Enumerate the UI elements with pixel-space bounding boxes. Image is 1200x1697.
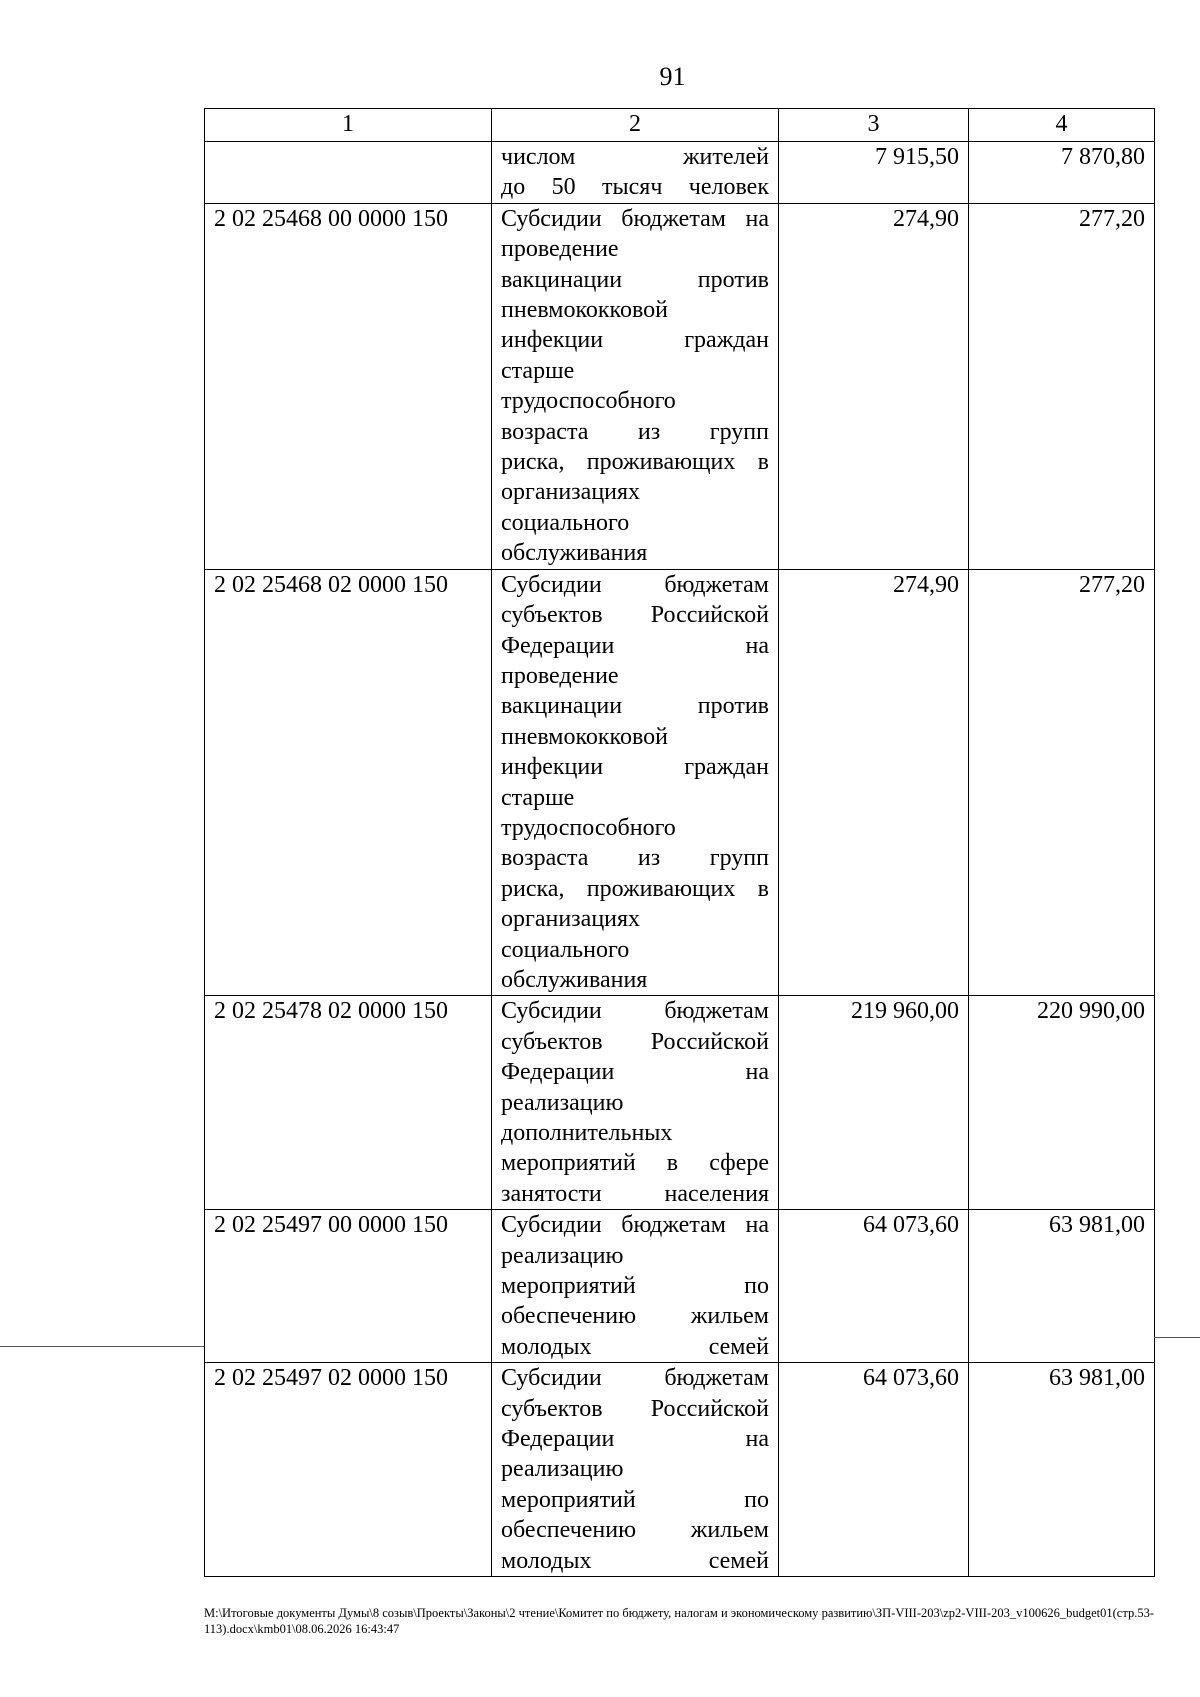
- amount-col4-cell: 277,20: [969, 203, 1155, 569]
- description-line: инфекции граждан: [501, 754, 769, 781]
- description-line: Федерации на: [501, 1426, 769, 1453]
- description-line: риска, проживающих в: [501, 449, 769, 476]
- description-line: Субсидии бюджетам: [501, 998, 769, 1025]
- description-line: проведение: [501, 236, 619, 263]
- description-cell: [492, 1363, 779, 1577]
- table-row: [205, 569, 1155, 996]
- description-line: пневмококковой: [501, 297, 669, 324]
- description-cell: [492, 1210, 779, 1363]
- description-line: трудоспособного: [501, 814, 676, 841]
- description-line: старше: [501, 357, 575, 384]
- description-line: реализацию: [501, 1456, 624, 1483]
- budget-table: [204, 108, 1155, 1577]
- budget-code-cell: 2 02 25497 02 0000 150: [205, 1363, 492, 1577]
- budget-code-cell: 2 02 25468 02 0000 150: [205, 569, 492, 996]
- description-line: социального: [501, 936, 630, 963]
- description-line: реализацию: [501, 1242, 624, 1269]
- description-line: организациях: [501, 479, 641, 506]
- description-line: мероприятий по: [501, 1486, 769, 1513]
- description-line: обеспечению жильем: [501, 1517, 769, 1544]
- description-line: Федерации на: [501, 1059, 769, 1086]
- description-line: Субсидии бюджетам на: [501, 205, 769, 232]
- table-row: [205, 996, 1155, 1210]
- description-line: трудоспособного: [501, 388, 676, 415]
- description-line: молодых семей: [501, 1333, 769, 1360]
- column-header-4: 4: [969, 109, 1155, 142]
- amount-col4-cell: 63 981,00: [969, 1363, 1155, 1577]
- amount-col4-cell: 63 981,00: [969, 1210, 1155, 1363]
- table-header-row: [205, 109, 1155, 142]
- amount-col3-cell: 64 073,60: [779, 1210, 969, 1363]
- description-cell: [492, 996, 779, 1210]
- budget-code-cell: [205, 142, 492, 204]
- description-line: социального: [501, 509, 630, 536]
- description-line: числом жителей: [501, 144, 769, 170]
- page-number: 91: [659, 62, 686, 91]
- file-path-footer: M:\Итоговые документы Думы\8 созыв\Проекты\Законы\2 чтение\Комитет по бюджету, налогам и экономическому развитию\ЗП-VIII-203\zp2-VIII-203_v100626_budget01(стр.53-113).docx\kmb01\08.06.2026 16:43:47: [204, 1606, 1154, 1636]
- amount-col4-cell: 7 870,80: [969, 142, 1155, 204]
- description-line: пневмококковой: [501, 723, 669, 750]
- description-line: занятости населения: [501, 1180, 769, 1207]
- description-line: Субсидии бюджетам на: [501, 1212, 769, 1239]
- description-line: организациях: [501, 906, 641, 933]
- amount-col3-cell: 64 073,60: [779, 1363, 969, 1577]
- description-line: до 50 тысяч человек: [501, 174, 769, 201]
- description-line: обеспечению жильем: [501, 1303, 769, 1330]
- amount-col3-cell: 219 960,00: [779, 996, 969, 1210]
- description-line: мероприятий в сфере: [501, 1150, 769, 1177]
- description-line: субъектов Российской: [501, 1395, 769, 1422]
- budget-code-cell: 2 02 25468 00 0000 150: [205, 203, 492, 569]
- amount-col3-cell: 274,90: [779, 569, 969, 996]
- description-line: вакцинации против: [501, 266, 769, 293]
- description-line: субъектов Российской: [501, 602, 769, 629]
- description-line: вакцинации против: [501, 693, 769, 720]
- description-line: молодых семей: [501, 1547, 769, 1574]
- description-cell: [492, 142, 779, 204]
- description-line: Субсидии бюджетам: [501, 571, 769, 598]
- description-line: возраста из групп: [501, 418, 769, 445]
- table-row: [205, 142, 1155, 204]
- amount-col3-cell: 7 915,50: [779, 142, 969, 204]
- column-header-3: 3: [779, 109, 969, 142]
- description-line: дополнительных: [501, 1120, 673, 1146]
- description-line: реализацию: [501, 1089, 624, 1116]
- description-line: Субсидии бюджетам: [501, 1365, 769, 1392]
- description-cell: [492, 203, 779, 569]
- table-row: [205, 1363, 1155, 1577]
- description-line: Федерации на: [501, 632, 769, 659]
- amount-col4-cell: 220 990,00: [969, 996, 1155, 1210]
- description-line: мероприятий по: [501, 1273, 769, 1300]
- description-line: возраста из групп: [501, 845, 769, 872]
- description-line: риска, проживающих в: [501, 875, 769, 902]
- description-line: старше: [501, 784, 575, 811]
- description-line: обслуживания: [501, 540, 648, 567]
- budget-code-cell: 2 02 25478 02 0000 150: [205, 996, 492, 1210]
- description-line: обслуживания: [501, 966, 648, 993]
- scan-artifact-line: [0, 1346, 204, 1347]
- scan-artifact-line: [1154, 1337, 1200, 1338]
- description-line: инфекции граждан: [501, 327, 769, 354]
- column-header-1: 1: [205, 109, 492, 142]
- column-header-2: 2: [492, 109, 779, 142]
- description-cell: [492, 569, 779, 996]
- description-line: проведение: [501, 662, 619, 689]
- amount-col3-cell: 274,90: [779, 203, 969, 569]
- budget-code-cell: 2 02 25497 00 0000 150: [205, 1210, 492, 1363]
- amount-col4-cell: 277,20: [969, 569, 1155, 996]
- table-row: [205, 203, 1155, 569]
- table-row: [205, 1210, 1155, 1363]
- description-line: субъектов Российской: [501, 1028, 769, 1055]
